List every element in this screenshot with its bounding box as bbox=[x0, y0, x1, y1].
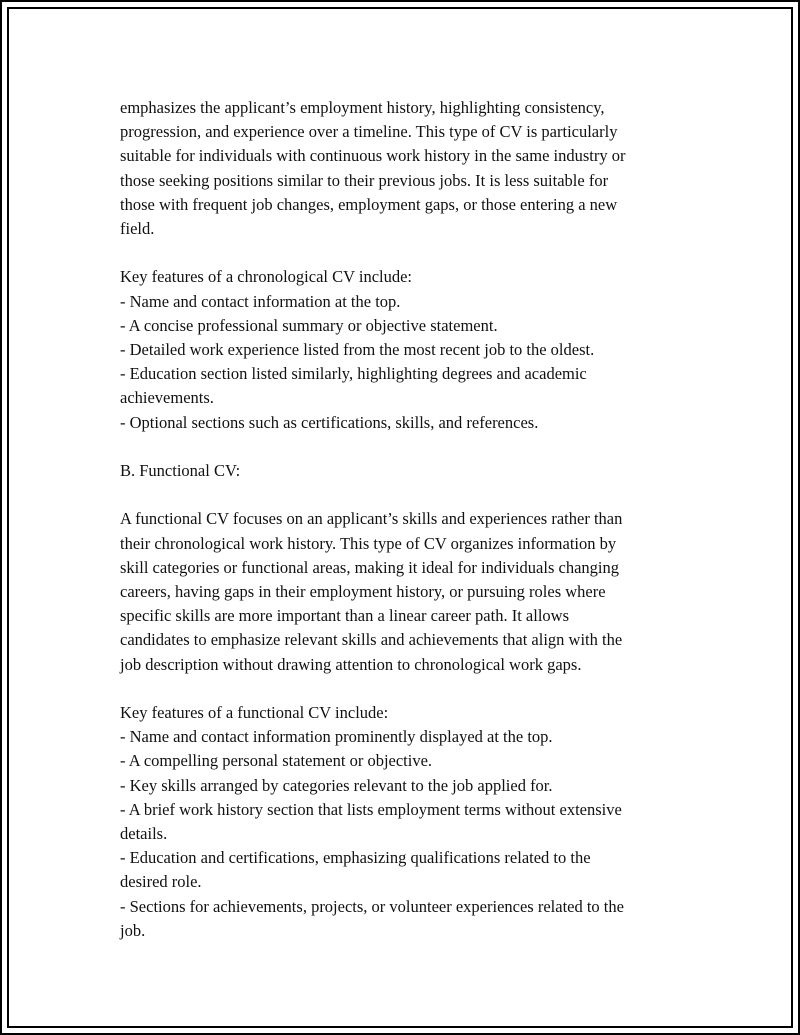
spacer bbox=[120, 435, 700, 459]
functional-paragraph: A functional CV focuses on an applicant’s skills and experiences rather than their chronological work history. This type of CV organizes information by skill categories or functional areas, making it ideal for individuals changing careers, having gaps in their employment history, or pursuing roles where specific skills are more important than a linear career path. It allows candidates to emphasize relevant skills and achievements that align with the job description without drawing attention to chronological work gaps. bbox=[120, 509, 623, 674]
spacer bbox=[120, 241, 700, 265]
intro-paragraph: emphasizes the applicant’s employment history, highlighting consistency, progression, and experience over a timeline. This type of CV is particularly suitable for individuals with continuous work history in the same industry or those seeking positions similar to their previous jobs. It is less suitable for those with frequent job changes, employment gaps, or those entering a new field. bbox=[120, 98, 626, 239]
chronological-features-heading: Key features of a chronological CV include: bbox=[120, 267, 413, 287]
functional-feature-item: - A compelling personal statement or objective. bbox=[120, 751, 433, 771]
spacer bbox=[120, 483, 700, 507]
chronological-feature-item: - Education section listed similarly, highlighting degrees and academic achievements. bbox=[120, 364, 587, 408]
document-body bbox=[120, 96, 700, 943]
functional-feature-item: - Education and certifications, emphasizing qualifications related to the desired role. bbox=[120, 848, 591, 892]
functional-features-heading: Key features of a functional CV include: bbox=[120, 703, 389, 723]
chronological-feature-item: - Optional sections such as certifications, skills, and references. bbox=[120, 412, 539, 432]
chronological-feature-item: - A concise professional summary or objective statement. bbox=[120, 315, 498, 335]
functional-feature-item: - Name and contact information prominently displayed at the top. bbox=[120, 727, 553, 747]
functional-feature-item: - A brief work history section that lists employment terms without extensive details. bbox=[120, 799, 622, 844]
functional-section-title: B. Functional CV: bbox=[120, 461, 241, 481]
spacer bbox=[120, 677, 700, 701]
chronological-feature-item: - Name and contact information at the top. bbox=[120, 291, 401, 311]
functional-feature-item: - Sections for achievements, projects, or volunteer experiences related to the job. bbox=[120, 896, 624, 940]
functional-feature-item: - Key skills arranged by categories relevant to the job applied for. bbox=[120, 775, 553, 795]
chronological-feature-item: - Detailed work experience listed from the most recent job to the oldest. bbox=[120, 340, 595, 360]
